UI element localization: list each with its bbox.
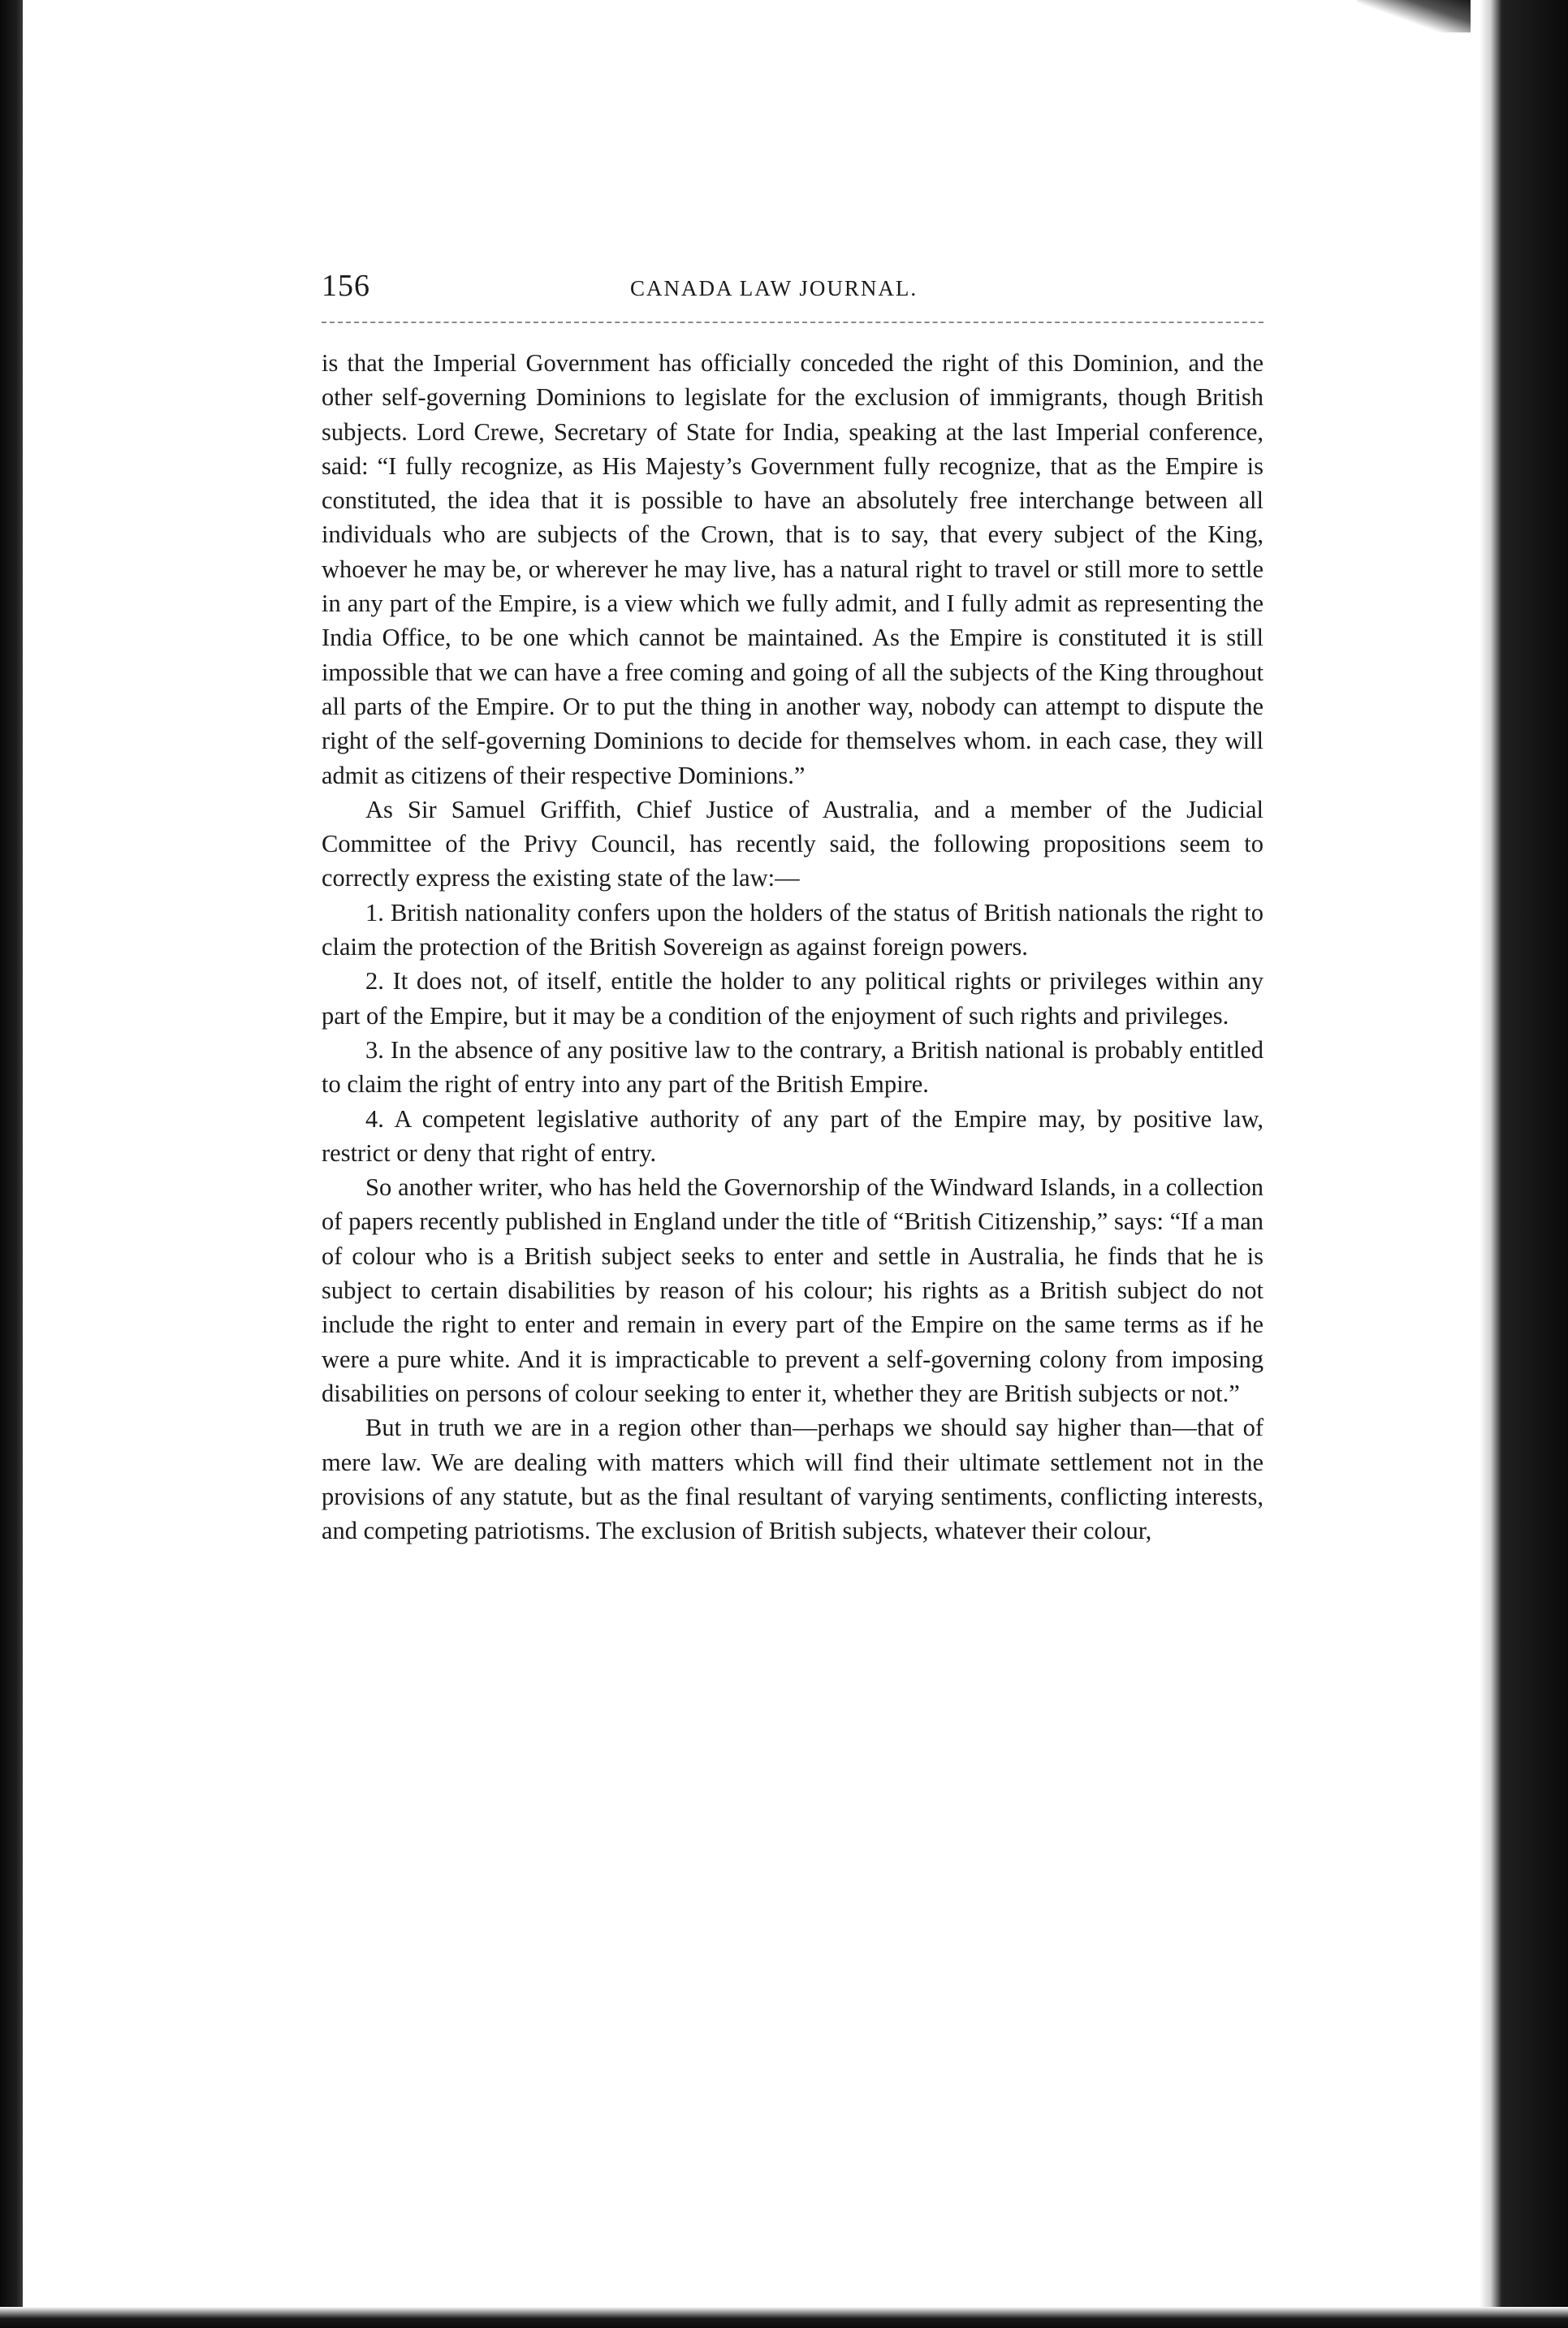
proposition-item: 4. A competent legislative authority of any part of the Empire may, by positive law, restrict or deny that right of entry. — [322, 1104, 1263, 1167]
paragraph: So another writer, who has held the Governorship of the Windward Islands, in a collection of papers recently published in England under the title of “British Citizenship,” says: “If a man of colour who is a British subject seeks to enter and settle in Australia, he finds that he is subject to certain disabilities by reason of his colour; his rights as a British subject do not include the right to enter and remain in every part of the Empire on the same terms as if he were a pure white. And it is impracticable to prevent a self-governing colony from imposing disabilities on persons of colour seeking to enter it, whether they are British subjects or not.” — [322, 1173, 1263, 1407]
paragraph: is that the Imperial Government has officially conceded the right of this Dominion, and the other self-governing Dominions to legislate for the exclusion of immigrants, though British subjects. Lord Crewe, Secretary of State for India, speaking at the last Imperial conference, said: “I fully recognize, as His Majesty’s Government fully recognize, that as the Empire is constituted, the idea that it is possible to have an absolutely free interchange between all individuals who are subjects of the Crown, that is to say, that every subject of the King, whoever he may be, or wherever he may live, has a natural right to travel or still more to settle in any part of the Empire, is a view which we fully admit, and I fully admit as representing the India Office, to be one which cannot be maintained. As the Empire is constituted it is still impossible that we can have a free coming and going of all the subjects of the King throughout all parts of the Empire. Or to put the thing in another way, nobody can attempt to dispute the right of the self-governing Dominions to decide for themselves whom. in each case, they will admit as citizens of their respective Dominions.” — [322, 349, 1263, 789]
running-head — [322, 268, 1263, 317]
proposition-item: 3. In the absence of any positive law to the contrary, a British national is probably entitled to claim the right of entry into any part of the British Empire. — [322, 1035, 1263, 1099]
scan-edge-left — [0, 0, 23, 2328]
journal-title: CANADA LAW JOURNAL. — [630, 276, 918, 300]
proposition-item: 1. British nationality confers upon the holders of the status of British nationals the right to claim the protection of the British Sovereign as against foreign powers. — [322, 898, 1263, 961]
paragraph: But in truth we are in a region other than—perhaps we should say higher than—that of mere law. We are dealing with matters which will find their ultimate settlement not in the provisions of any statute, but as the final resultant of varying sentiments, conflicting interests, and competing patriotisms. The exclusion of British subjects, whatever their colour, — [322, 1414, 1263, 1545]
page-number: 156 — [322, 269, 370, 303]
head-rule — [322, 322, 1263, 323]
journal-page — [322, 268, 1263, 1548]
scan-edge-right — [1430, 0, 1568, 2328]
paragraph: As Sir Samuel Griffith, Chief Justice of Australia, and a member of the Judicial Committee of the Privy Council, has recently said, the following propositions seem to correctly express the existing state of the law:— — [322, 795, 1263, 892]
body-text — [322, 346, 1263, 1548]
proposition-item: 2. It does not, of itself, entitle the holder to any political rights or privileges within any part of the Empire, but it may be a condition of the enjoyment of such rights and privileges. — [322, 967, 1263, 1030]
scan-edge-top-right — [1357, 0, 1471, 32]
scan-edge-bottom — [0, 2307, 1568, 2328]
